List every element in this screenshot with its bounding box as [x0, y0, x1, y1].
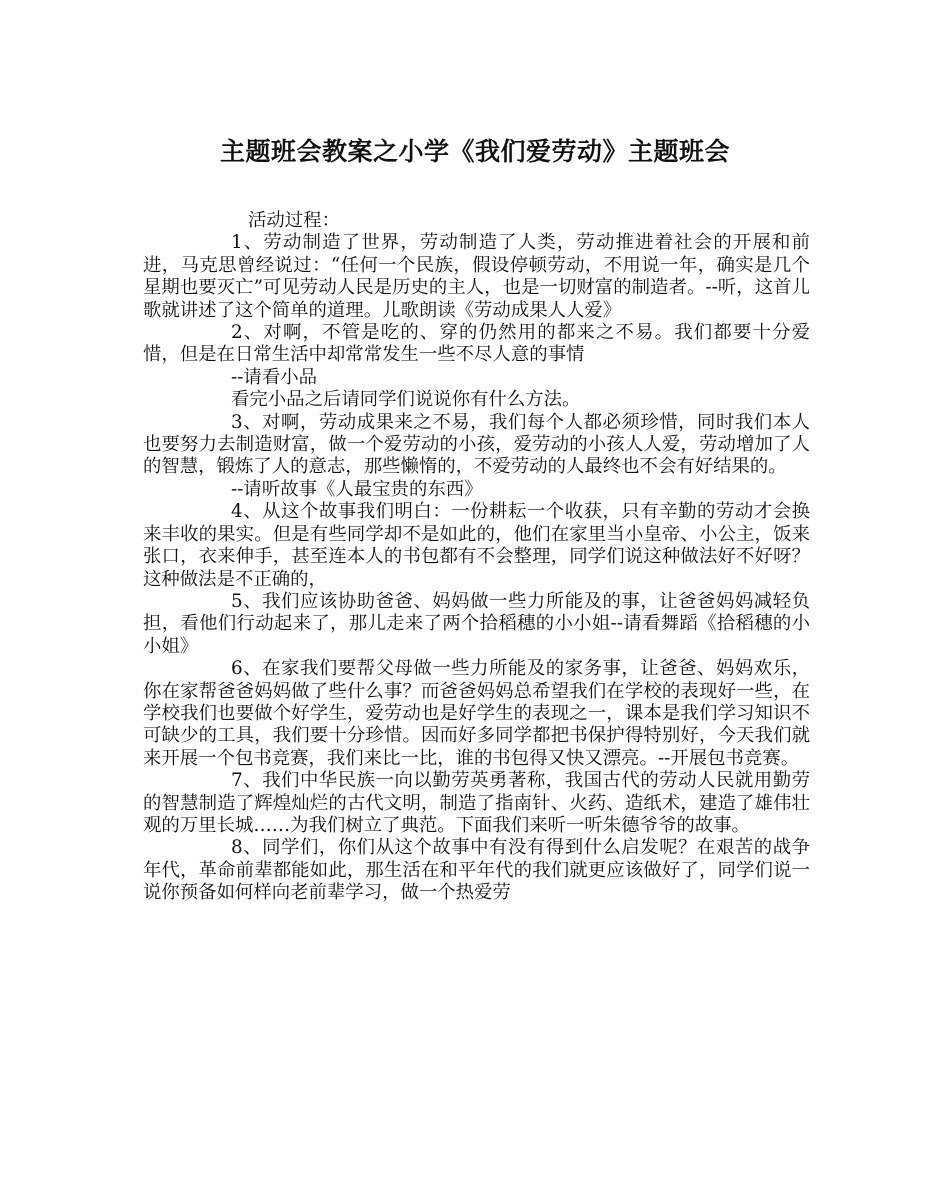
paragraph-2: 2、对啊，不管是吃的、穿的仍然用的都来之不易。我们都要十分爱惜，但是在日常生活中却常常发生一些不尽人意的事情 — [143, 322, 810, 366]
activity-process-heading: 活动过程： — [248, 210, 340, 231]
paragraph-skit: --请看小品 — [231, 366, 317, 388]
document-body — [143, 210, 810, 905]
paragraph-story: --请听故事《人最宝贵的东西》 — [231, 478, 483, 500]
paragraph-8: 8、同学们，你们从这个故事中有没有得到什么启发呢？在艰苦的战争年代，革命前辈都能如此，那生活在和平年代的我们就更应该做好了，同学们说一说你预备如何样向老前辈学习，做一个热爱劳 — [143, 837, 810, 904]
paragraph-1: 1、劳动制造了世界，劳动制造了人类，劳动推进着社会的开展和前进，马克思曾经说过：“任何一个民族，假设停顿劳动，不用说一年，确实是几个星期也要灭亡”可见劳动人民是历史的主人，也是一切财富的制造者。--听，这首儿歌就讲述了这个简单的道理。儿歌朗读《劳动成果人人爱》 — [143, 232, 810, 321]
paragraph-3: 3、对啊，劳动成果来之不易，我们每个人都必须珍惜，同时我们本人也要努力去制造财富，做一个爱劳动的小孩，爱劳动的小孩人人爱，劳动增加了人的智慧，锻炼了人的意志，那些懒惰的，不爱劳动的人最终也不会有好结果的。 — [143, 411, 810, 478]
paragraph-skit-discussion: 看完小品之后请同学们说说你有什么方法。 — [231, 389, 581, 411]
paragraph-7: 7、我们中华民族一向以勤劳英勇著称，我国古代的劳动人民就用勤劳的智慧制造了辉煌灿烂的古代文明，制造了指南针、火药、造纸术，建造了雄伟壮观的万里长城……为我们树立了典范。下面我们来听一听朱德爷爷的故事。 — [143, 770, 810, 836]
paragraph-6: 6、在家我们要帮父母做一些力所能及的家务事，让爸爸、妈妈欢乐，你在家帮爸爸妈妈做了些什么事？而爸爸妈妈总希望我们在学校的表现好一些，在学校我们也要做个好学生，爱劳动也是好学生的表现之一，课本是我们学习知识不可缺少的工具，我们要十分珍惜。因而好多同学都把书保护得特别好，今天我们就来开展一个包书竞赛，我们来比一比，谁的书包得又快又漂亮。--开展包书竞赛。 — [143, 658, 810, 769]
paragraph-4: 4、从这个故事我们明白：一份耕耘一个收获，只有辛勤的劳动才会换来丰收的果实。但是有些同学却不是如此的，他们在家里当小皇帝、小公主，饭来张口，衣来伸手，甚至连本人的书包都有不会整理，同学们说这种做法好不好呀？这种做法是不正确的， — [143, 501, 810, 590]
document-title: 主题班会教案之小学《我们爱劳动》主题班会 — [219, 137, 730, 166]
paragraph-5: 5、我们应该协助爸爸、妈妈做一些力所能及的事，让爸爸妈妈减轻负担，看他们行动起来了，那儿走来了两个拾稻穗的小小姐--请看舞蹈《拾稻穗的小小姐》 — [143, 590, 810, 657]
